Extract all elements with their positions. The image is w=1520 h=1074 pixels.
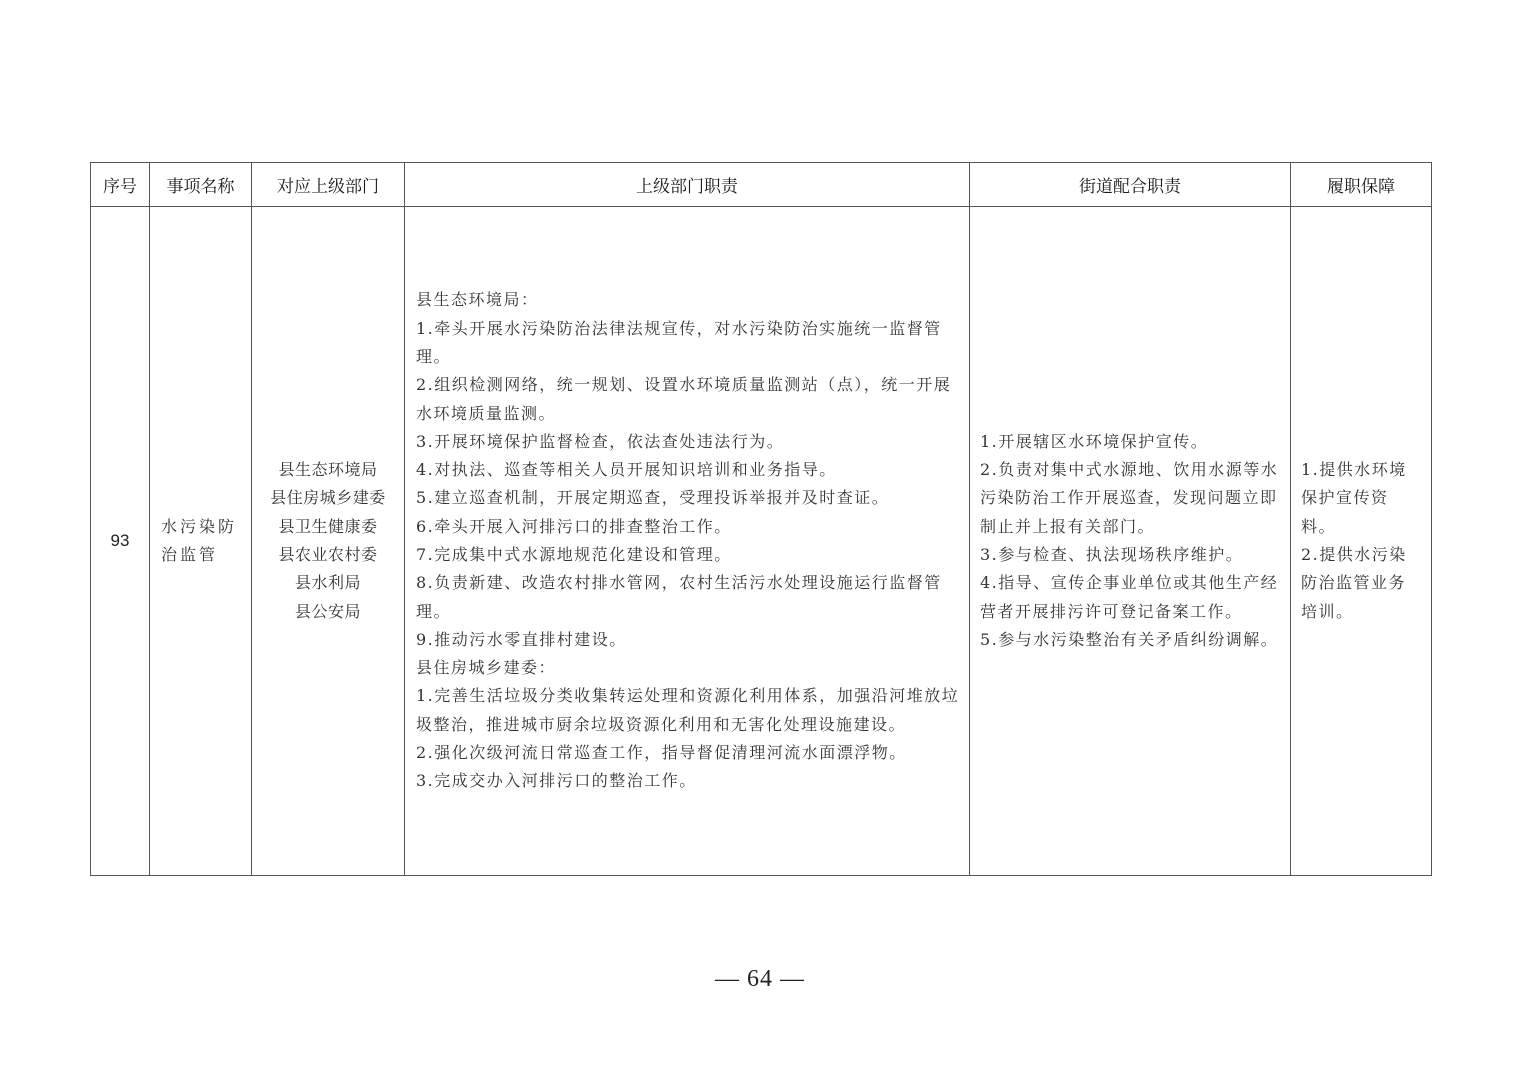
item-name-cell: 水污染防治监管 [150,207,252,876]
upper-duty-item: 县住房城乡建委： [416,658,557,678]
department-item: 县农业农村委 [278,545,378,564]
upper-duty-item: 3.完成交办入河排污口的整治工作。 [416,771,697,791]
guarantee-list [1291,207,1432,876]
street-duty-item: 3.参与检查、执法现场秩序维护。 [980,545,1244,564]
street-duty-item: 1.开展辖区水环境保护宣传。 [980,431,1209,451]
department-item: 县卫生健康委 [278,516,378,536]
department-item: 县公安局 [294,601,361,621]
upper-duty-item: 1.牵头开展水污染防治法律法规宣传，对水污染防治实施统一监督管理。 [416,318,942,366]
header-item-name: 事项名称 [150,163,252,207]
seq-cell: 93 [91,207,150,876]
header-seq: 序号 [91,163,150,207]
department-list [252,207,405,876]
upper-duty-item: 5.建立巡查机制，开展定期巡查，受理投诉举报并及时查证。 [416,488,890,508]
street-duty-item: 2.负责对集中式水源地、饮用水源等水污染防治工作开展巡查，发现问题立即制止并上报有关部门。 [980,460,1279,536]
upper-duty-item: 3.开展环境保护监督检查，依法查处违法行为。 [416,431,785,451]
department-item: 县水利局 [294,573,361,593]
upper-duty-item: 2.组织检测网络，统一规划、设置水环境质量监测站（点），统一开展水环境质量监测。 [416,375,952,423]
duty-table [90,162,1432,876]
upper-duty-item: 县生态环境局： [416,290,539,310]
header-upper-duties: 上级部门职责 [405,163,970,207]
street-duties-list [970,207,1291,876]
table-row [91,207,1432,876]
upper-duty-item: 9.推动污水零直排村建设。 [416,629,627,649]
upper-duties-list [405,207,970,876]
header-upper-department: 对应上级部门 [252,163,405,207]
department-item: 县生态环境局 [278,460,378,480]
table-header-row [91,163,1432,207]
guarantee-item: 2.提供水污染防治监管业务培训。 [1301,545,1407,621]
guarantee-item: 1.提供水环境保护宣传资料。 [1301,460,1407,536]
page-number: — 64 — [715,966,805,992]
upper-duty-item: 8.负责新建、改造农村排水管网，农村生活污水处理设施运行监督管理。 [416,573,942,621]
upper-duty-item: 4.对执法、巡查等相关人员开展知识培训和业务指导。 [416,460,837,480]
header-street-duties: 街道配合职责 [970,163,1291,207]
upper-duty-item: 7.完成集中式水源地规范化建设和管理。 [416,545,732,564]
upper-duty-item: 2.强化次级河流日常巡查工作，指导督促清理河流水面漂浮物。 [416,743,907,763]
upper-duty-item: 1.完善生活垃圾分类收集转运处理和资源化利用体系，加强沿河堆放垃圾整治，推进城市厨余垃圾资源化利用和无害化处理设施建设。 [416,686,960,734]
street-duty-item: 5.参与水污染整治有关矛盾纠纷调解。 [980,629,1279,649]
upper-duty-item: 6.牵头开展入河排污口的排查整治工作。 [416,516,732,536]
street-duty-item: 4.指导、宣传企事业单位或其他生产经营者开展排污许可登记备案工作。 [980,573,1279,621]
department-item: 县住房城乡建委 [270,488,386,508]
header-guarantee: 履职保障 [1291,163,1432,207]
